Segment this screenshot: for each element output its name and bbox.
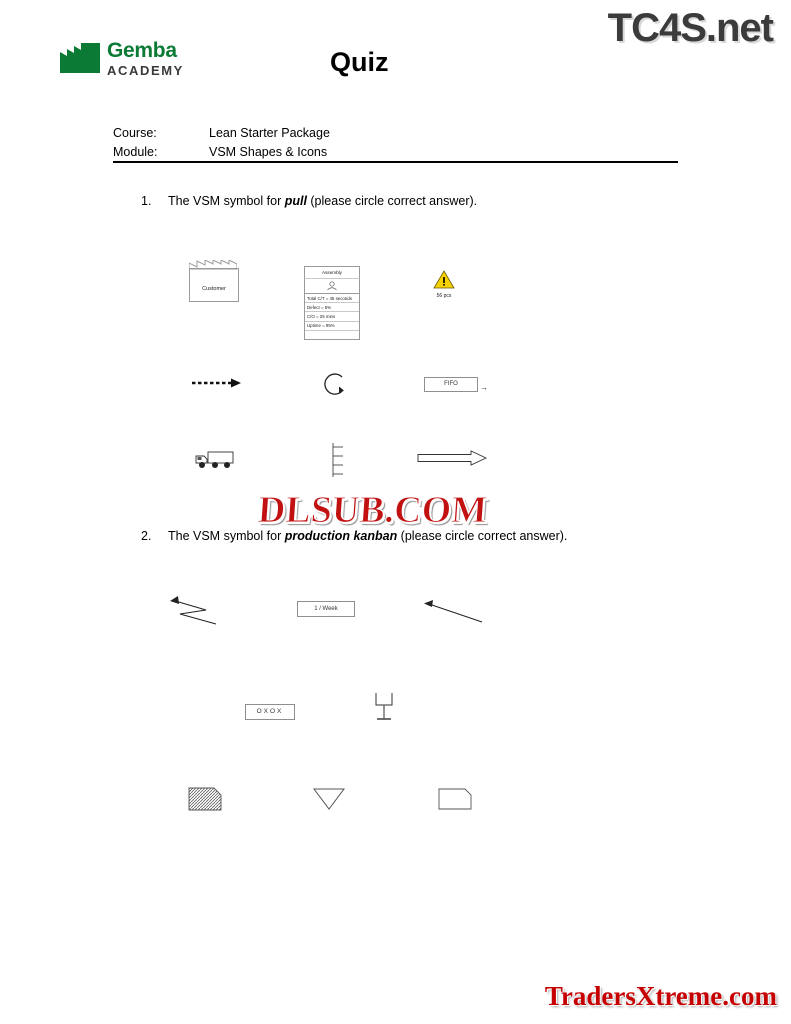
question-1-emphasis: pull	[284, 194, 307, 208]
question-2-emphasis: production kanban	[284, 529, 398, 543]
data-row-2: C/O = 25 mins	[305, 312, 359, 321]
process-icon	[304, 266, 360, 340]
factory-roof-icon	[189, 260, 237, 270]
symbol-load-leveling[interactable]	[245, 704, 295, 720]
fifo-lane-icon	[424, 377, 488, 392]
symbol-withdrawal-loop[interactable]	[322, 372, 348, 400]
schedule-label: 1 / Week	[314, 606, 338, 612]
question-1-text	[168, 194, 477, 208]
fifo-label: FIFO	[444, 381, 458, 387]
watermark-center: DLSUB.COM	[256, 489, 489, 531]
dashed-push-arrow-icon	[191, 384, 247, 390]
question-2	[137, 529, 567, 543]
process-data-box	[304, 294, 360, 340]
withdrawal-loop-icon	[322, 394, 348, 400]
question-1-text-after: (please circle correct answer).	[306, 194, 478, 208]
symbol-process-box[interactable]	[304, 266, 360, 340]
symbol-shipment-truck[interactable]	[195, 448, 239, 472]
symbol-manual-info-flow[interactable]	[420, 598, 486, 626]
symbol-weekly-schedule[interactable]	[297, 601, 355, 617]
truck-icon	[195, 466, 239, 472]
header-divider	[113, 161, 678, 163]
symbol-outside-source[interactable]	[189, 268, 239, 302]
course-row	[113, 124, 678, 143]
course-label: Course:	[113, 126, 157, 140]
module-value: VSM Shapes & Icons	[209, 145, 328, 159]
hatched-card-icon	[188, 807, 222, 813]
logo-primary-text: Gemba	[107, 39, 177, 62]
module-row	[113, 143, 678, 162]
factory-logo-icon	[60, 43, 100, 73]
page-title: Quiz	[330, 47, 389, 77]
factory-label: Customer	[202, 286, 226, 292]
symbol-hollow-push-arrow[interactable]	[417, 450, 487, 468]
fifo-arrow-icon: →	[480, 383, 488, 392]
schedule-box-icon	[297, 601, 355, 617]
data-row-0: Total C/T = 45 seconds	[305, 294, 359, 303]
factory-icon	[189, 268, 239, 302]
warning-triangle-icon	[433, 285, 455, 291]
data-row-4	[305, 331, 359, 339]
course-info-block	[113, 124, 678, 162]
load-leveling-label: OXOX	[256, 708, 284, 715]
logo-secondary-text: ACADEMY	[107, 63, 184, 78]
logo-text	[107, 40, 184, 79]
hollow-arrow-icon	[417, 462, 487, 468]
symbol-kanban-card[interactable]	[438, 788, 472, 812]
symbol-push-arrow[interactable]	[191, 378, 247, 390]
course-value: Lean Starter Package	[209, 126, 330, 140]
question-2-text-after: (please circle correct answer).	[397, 529, 568, 543]
symbol-kanban-post[interactable]	[370, 691, 398, 723]
gemba-academy-logo	[60, 40, 245, 85]
question-1	[137, 194, 477, 208]
zigzag-arrow-icon	[166, 624, 238, 630]
data-row-3: Uptime = 95%	[305, 322, 359, 331]
question-2-text	[168, 529, 567, 543]
watermark-top-right: TC4S.net	[607, 6, 773, 50]
question-2-text-before: The VSM symbol for	[168, 529, 285, 543]
data-row-1: Defect = 5%	[305, 303, 359, 312]
watermark-bottom-right: TradersXtreme.com	[544, 981, 777, 1011]
plain-card-icon	[438, 806, 472, 812]
symbol-electronic-info-flow[interactable]	[166, 592, 238, 630]
process-operator-area	[304, 278, 360, 294]
symbol-shaded-kanban-card[interactable]	[188, 787, 222, 813]
warning-label: 56 pcs	[436, 293, 452, 299]
inverted-triangle-icon	[312, 807, 346, 813]
load-leveling-icon	[245, 704, 295, 720]
symbol-safety-warning[interactable]	[424, 270, 464, 299]
symbol-kanban-rack[interactable]	[322, 443, 344, 479]
question-1-text-before: The VSM symbol for	[168, 194, 285, 208]
symbol-fifo-lane[interactable]	[424, 377, 488, 392]
kanban-post-icon	[370, 717, 398, 723]
symbol-supermarket-triangle[interactable]	[312, 787, 346, 813]
kanban-rack-icon	[322, 473, 344, 479]
module-label: Module:	[113, 145, 158, 159]
process-title: Assembly	[304, 266, 360, 278]
question-2-number: 2.	[141, 529, 152, 543]
manual-info-arrow-icon	[420, 620, 486, 626]
operator-icon	[325, 281, 339, 293]
question-1-number: 1.	[141, 194, 152, 208]
warning-wrap	[424, 270, 464, 299]
